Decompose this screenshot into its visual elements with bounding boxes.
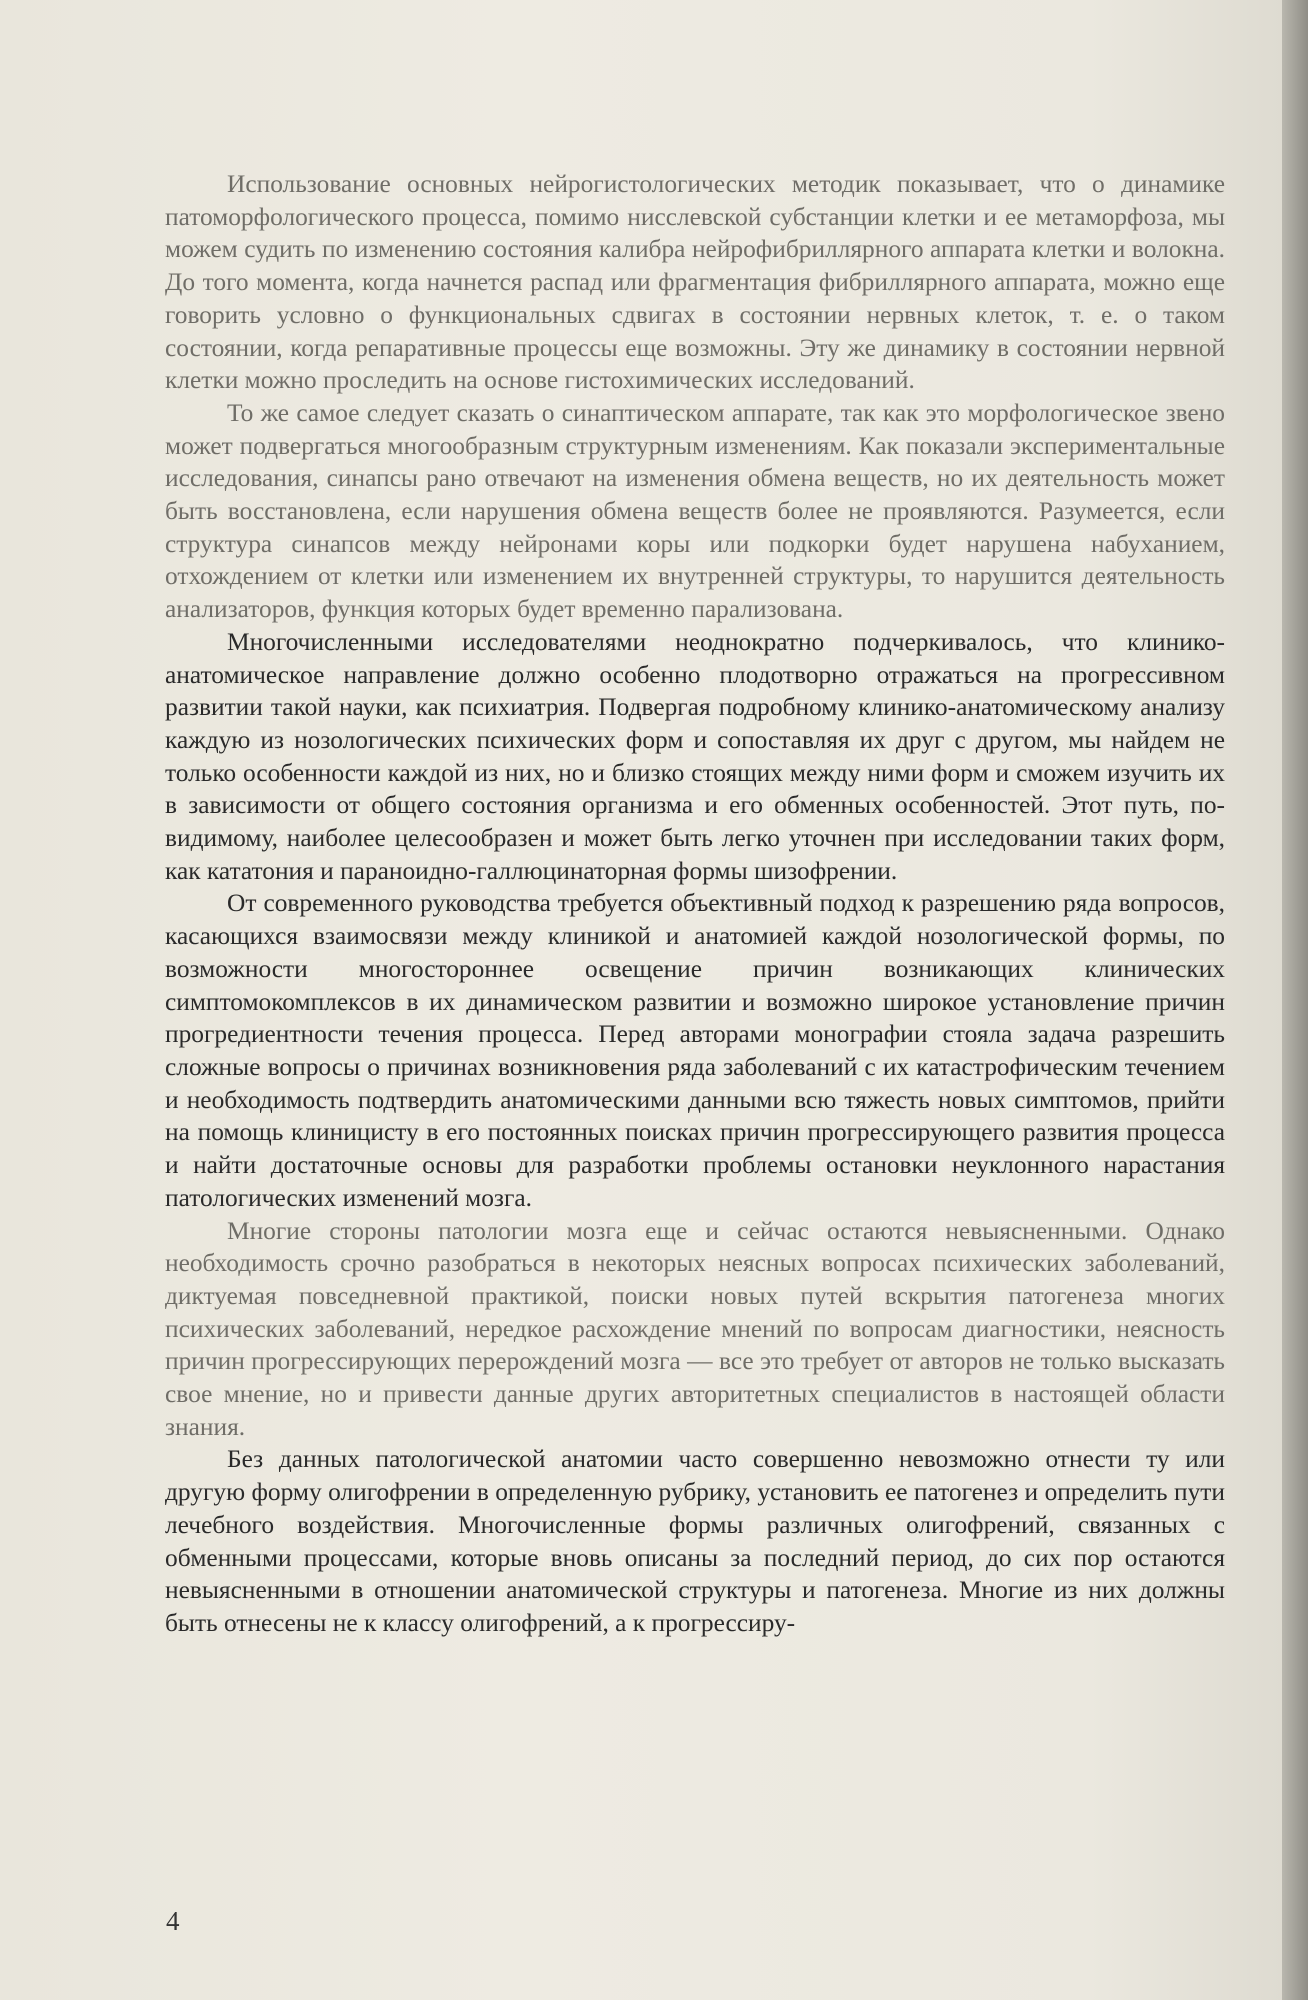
paragraph-5: Многие стороны патологии мозга еще и сейчас остаются невыясненными. Однако необходимость срочно разобраться в некоторых неясных вопросах психических заболеваний, диктуемая повседневной практикой, поиски новых путей вскрытия патогенеза многих психических заболеваний, нередкое расхождение мнений по вопросам диагностики, неясность причин прогрессирующих перерождений мозга — все это требует от авторов не только высказать свое мнение, но и привести данные других авторитетных специалистов в настоящей области знания.	[165, 1216, 1225, 1441]
paragraph-1: Использование основных нейрогистологических методик показывает, что о динамике патоморфологического процесса, помимо нисслевской субстанции клетки и ее метаморфоза, мы можем судить по изменению состояния калибра нейрофибриллярного аппарата клетки и волокна. До того момента, когда начнется распад или фрагментация фибриллярного аппарата, можно еще говорить условно о функциональных сдвигах в состоянии нервных клеток, т. е. о таком состоянии, когда репаративные процессы еще возможны. Эту же динамику в состоянии нервной клетки можно проследить на основе гистохимических исследований.	[165, 170, 1225, 395]
paragraph-3: Многочисленными исследователями неоднократно подчеркивалось, что клинико-анатомическое направление должно особенно плодотворно отражаться на прогрессивном развитии такой науки, как психиатрия. Подвергая подробному клинико-анатомическому анализу каждую из нозологических психических форм и сопоставляя их друг с другом, мы найдем не только особенности каждой из них, но и близко стоящих между ними форм и сможем изучить их в зависимости от общего состояния организма и его обменных особенностей. Этот путь, по-видимому, наиболее целесообразен и может быть легко уточнен при исследовании таких форм, как кататония и параноидно-галлюцинаторная формы шизофрении.	[165, 627, 1225, 885]
page-number: 4	[166, 1906, 180, 1936]
paragraph-6: Без данных патологической анатомии часто совершенно невозможно отнести ту или другую форму олигофрении в определенную рубрику, установить ее патогенез и определить пути лечебного воздействия. Многочисленные формы различных олигофрений, связанных с обменными процессами, которые вновь описаны за последний период, до сих пор остаются невыясненными в отношении анатомической структуры и патогенеза. Многие из них должны быть отнесены не к классу олигофрений, а к прогрессиру-	[165, 1445, 1225, 1637]
book-edge	[1282, 0, 1308, 2000]
body-text	[165, 168, 1225, 1640]
paragraph-2: То же самое следует сказать о синаптическом аппарате, так как это морфологическое звено может подвергаться многообразным структурным изменениям. Как показали экспериментальные исследования, синапсы рано отвечают на изменения обмена веществ, но их деятельность может быть восстановлена, если нарушения обмена веществ более не проявляются. Разумеется, если структура синапсов между нейронами коры или подкорки будет нарушена набуханием, отхождением от клетки или изменением их внутренней структуры, то нарушится деятельность анализаторов, функция которых будет временно парализована.	[165, 398, 1225, 624]
paragraph-4: От современного руководства требуется объективный подход к разрешению ряда вопросов, касающихся взаимосвязи между клиникой и анатомией каждой нозологической формы, по возможности многостороннее освещение причин возникающих клинических симптомокомплексов в их динамическом развитии и возможно широкое установление причин прогредиентности течения процесса. Перед авторами монографии стояла задача разрешить сложные вопросы о причинах возникновения ряда заболеваний с их катастрофическим течением и необходимость подтвердить анатомическими данными всю тяжесть новых симптомов, прийти на помощь клиницисту в его постоянных поисках причин прогрессирующего развития процесса и найти достаточные основы для разработки проблемы остановки неуклонного нарастания патологических изменений мозга.	[165, 889, 1225, 1212]
